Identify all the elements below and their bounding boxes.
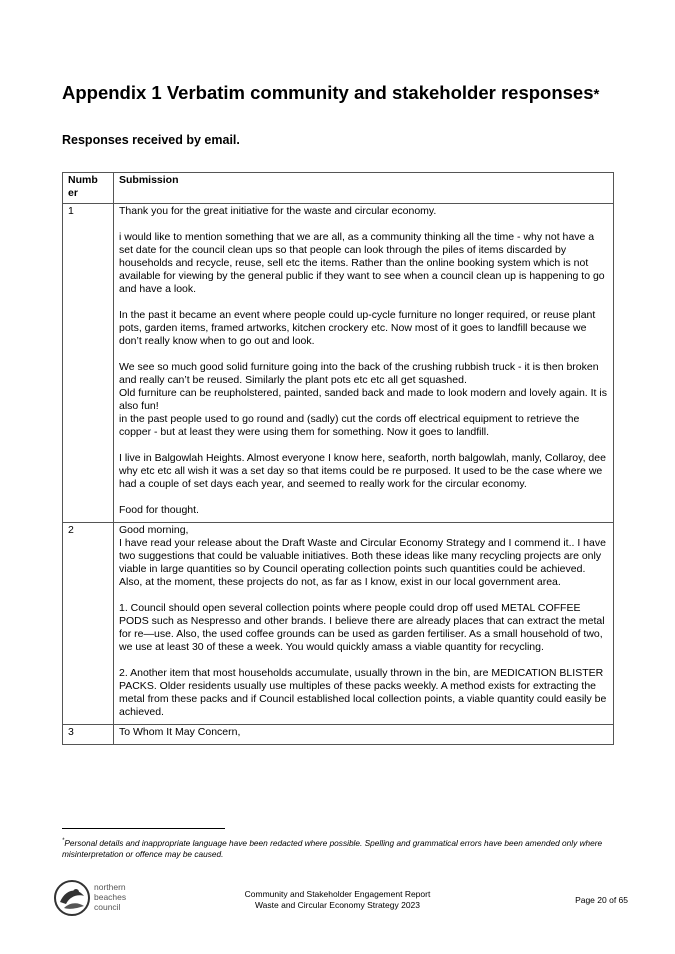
table-row xyxy=(63,204,614,523)
submission-paragraph: To Whom It May Concern, xyxy=(119,726,241,738)
logo-wordmark xyxy=(94,882,126,912)
submission-paragraph: Food for thought. xyxy=(119,504,199,516)
submission-paragraph: In the past it became an event where people could up-cycle furniture no longer required, or reuse plant pots, garden items, framed artworks, kitchen crockery etc. Now most of it goes to landfill because we don’t really know when to go out and look. xyxy=(119,309,596,347)
header-number: Numb er xyxy=(63,173,114,204)
footer-report-title: Community and Stakeholder Engagement Report xyxy=(244,889,431,899)
northern-beaches-council-logo xyxy=(52,878,202,922)
footer-report-info xyxy=(200,889,475,911)
footer-strategy: Waste and Circular Economy Strategy 2023 xyxy=(254,900,421,910)
submission-paragraph: Good morning, I have read your release about the Draft Waste and Circular Economy Strategy and I commend it.. I have two suggestions that could be valuable initiatives. Both these ideas like many recycling projects are only viable in large quantities so by Council operating collection points such quantities could be achieved. Also, at the moment, these projects do not, as far as I know, exist in our local government area. xyxy=(119,524,606,588)
section-subtitle: Responses received by email. xyxy=(62,133,240,147)
footnote xyxy=(62,836,614,860)
page-title xyxy=(62,82,599,104)
table-row xyxy=(63,523,614,725)
submission-paragraph: We see so much good solid furniture going into the back of the crushing rubbish truck - it is then broken and really can’t be reused. Similarly the plant pots etc etc all get squashed. Old furniture can be reupholstered, painted, sanded back and made to look modern and lovely again. It is also fun! in the past people used to go round and (sadly) cut the cords off electrical equipment to retrieve the copper - but at least they were using them for something. Now it goes to landfill. xyxy=(119,361,607,438)
submission-paragraph: 1. Council should open several collection points where people could drop off used METAL COFFEE PODS such as Nespresso and other brands. I believe there are already places that can extract the metal for re—use. Also, the used coffee grounds can be used as garden fertiliser. As a small household of two, we use at least 30 of these a week. You would quickly amass a viable quantity for recycling. xyxy=(119,602,605,653)
submission-paragraph: 2. Another item that most households accumulate, usually thrown in the bin, are MEDICATION BLISTER PACKS. Older residents usually use multiples of these packs weekly. A method exists for extracting the metal from these packs and if Council established local collection points, a viable quantity could easily be achieved. xyxy=(119,667,607,718)
submission-number: 1 xyxy=(63,204,114,523)
title-footnote-marker: * xyxy=(593,86,600,103)
page-number: Page 20 of 65 xyxy=(575,895,628,905)
footnote-divider xyxy=(62,828,225,829)
header-submission: Submission xyxy=(114,173,614,204)
submissions-table xyxy=(62,172,614,745)
footnote-marker: * xyxy=(62,838,65,844)
logo-line: beaches xyxy=(94,892,127,902)
title-text: Appendix 1 Verbatim community and stakeholder responses xyxy=(62,82,594,103)
footnote-text: Personal details and inappropriate language have been redacted where possible. Spelling and grammatical errors have been amended only where misinterpretation or offence may be caused. xyxy=(62,837,603,859)
submission-paragraph: i would like to mention something that we are all, as a community thinking all the time - why not have a set date for the council clean ups so that people can look through the piles of items discarded by households and recycle, reuse, sell etc the items. Rather than the online booking system which is not available for viewing by the general public if they want to see when a council clean up is happening to go and have a look. xyxy=(119,231,605,295)
logo-line: northern xyxy=(94,882,126,892)
submission-paragraph: I live in Balgowlah Heights. Almost everyone I know here, seaforth, north balgowlah, manly, Collaroy, dee why etc etc all wish it was a set day so that items could be re purposed. It used to be the case where we had a couple of set days each year, and seemed to really work for the circular economy. xyxy=(119,452,606,490)
submission-text xyxy=(114,725,614,745)
table-header-row xyxy=(63,173,614,204)
submission-number: 2 xyxy=(63,523,114,725)
submission-text xyxy=(114,523,614,725)
logo-emblem-icon xyxy=(55,881,89,915)
table-row xyxy=(63,725,614,745)
submission-number: 3 xyxy=(63,725,114,745)
logo-line: council xyxy=(94,902,121,912)
submission-text xyxy=(114,204,614,523)
submission-paragraph: Thank you for the great initiative for the waste and circular economy. xyxy=(119,205,437,217)
